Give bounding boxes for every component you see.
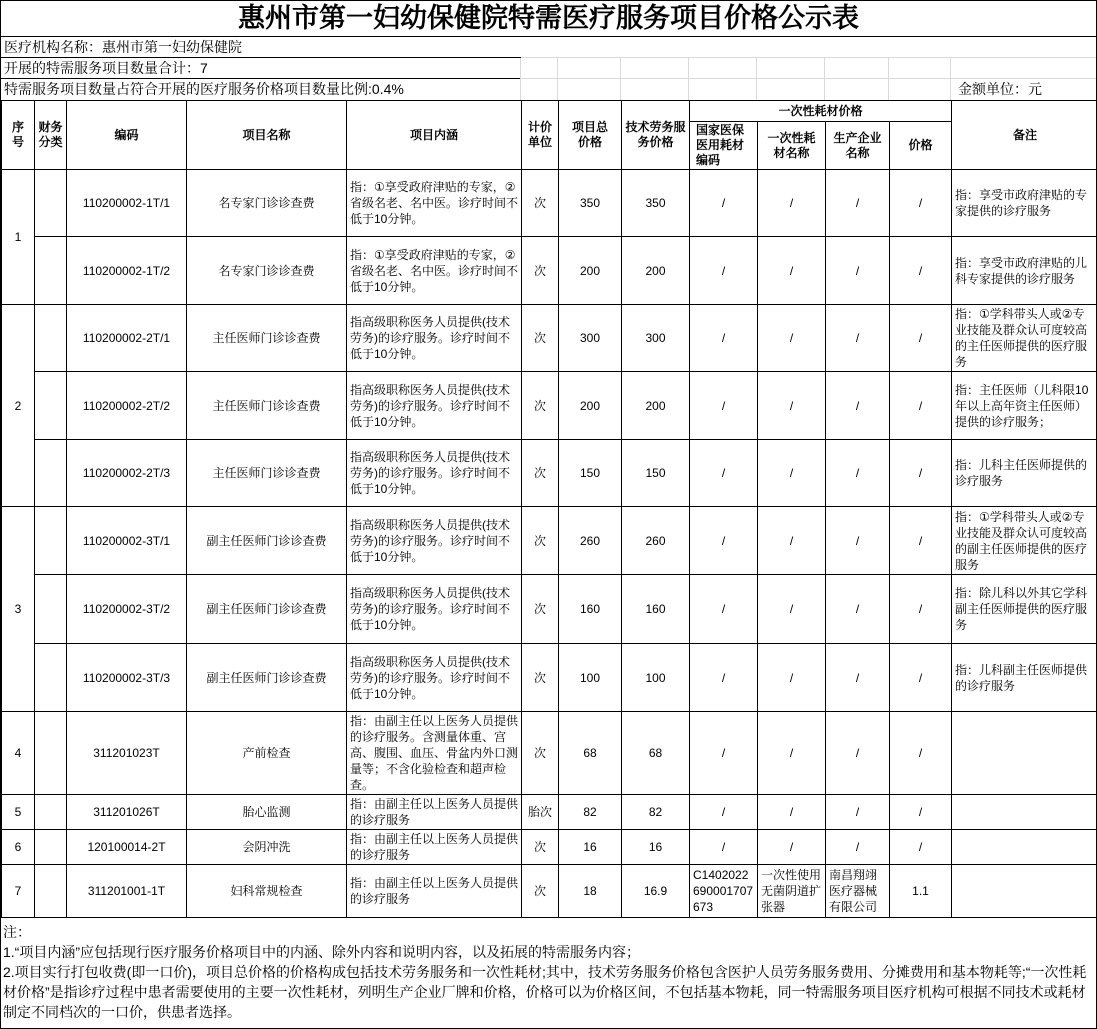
cell-item-name: 名专家门诊诊查费 bbox=[187, 237, 347, 305]
cell-seq: 7 bbox=[2, 865, 35, 918]
cell-consumable-name: / bbox=[758, 237, 826, 305]
cell-remark: 指：享受市政府津贴的儿科专家提供的诊疗服务 bbox=[952, 237, 1097, 305]
cell-unit: 次 bbox=[522, 712, 559, 795]
cell-item-name: 名专家门诊诊查费 bbox=[187, 170, 347, 237]
cell-seq: 4 bbox=[2, 712, 35, 795]
cell-total-price: 82 bbox=[559, 795, 622, 830]
cell-consumable-unit-price: / bbox=[890, 305, 952, 372]
cell-total-price: 100 bbox=[559, 644, 622, 712]
cell-item-content: 指：①享受政府津贴的专家，②省级名老、名中医。诊疗时间不低于10分钟。 bbox=[347, 170, 522, 237]
cell-consumable-name: / bbox=[758, 830, 826, 865]
col-header-remark: 备注 bbox=[952, 101, 1097, 170]
cell-remark: 指：享受市政府津贴的专家提供的诊疗服务 bbox=[952, 170, 1097, 237]
table-row bbox=[2, 305, 1097, 372]
cell-manufacturer: / bbox=[826, 830, 890, 865]
table-row bbox=[2, 170, 1097, 237]
cell-total-price: 68 bbox=[559, 712, 622, 795]
cell-remark: 指：儿科副主任医师提供的诊疗服务 bbox=[952, 644, 1097, 712]
org-name-line: 医疗机构名称：惠州市第一妇幼保健院 bbox=[1, 37, 1096, 58]
cell-consumable-name: / bbox=[758, 507, 826, 575]
cell-code: 110200002-1T/1 bbox=[67, 170, 187, 237]
cell-remark: 指：①学科带头人或②专业技能及群众认可度较高的主任医师提供的医疗服务 bbox=[952, 305, 1097, 372]
cell-consumable-name: / bbox=[758, 170, 826, 237]
cell-total-price: 300 bbox=[559, 305, 622, 372]
cell-consumable-name: / bbox=[758, 305, 826, 372]
table-row bbox=[2, 507, 1097, 575]
cell-tech-price: 160 bbox=[622, 575, 690, 644]
cell-consumable-unit-price: / bbox=[890, 644, 952, 712]
cell-consumable-unit-price: / bbox=[890, 170, 952, 237]
cell-total-price: 150 bbox=[559, 440, 622, 507]
cell-total-price: 16 bbox=[559, 830, 622, 865]
cell-fin-class bbox=[35, 575, 67, 644]
cell-total-price: 160 bbox=[559, 575, 622, 644]
cell-consumable-code: / bbox=[690, 237, 758, 305]
gridline bbox=[756, 58, 757, 100]
cell-item-name: 胎心监测 bbox=[187, 795, 347, 830]
cell-code: 110200002-3T/3 bbox=[67, 644, 187, 712]
col-header-tech-price: 技术劳务服务价格 bbox=[622, 101, 690, 170]
gridline bbox=[824, 58, 825, 100]
cell-seq: 2 bbox=[2, 305, 35, 507]
table-row bbox=[2, 440, 1097, 507]
cell-consumable-unit-price: / bbox=[890, 507, 952, 575]
cell-item-content: 指高级职称医务人员提供(技术劳务)的诊疗服务。诊疗时间不低于10分钟。 bbox=[347, 575, 522, 644]
col-header-manufacturer: 生产企业名称 bbox=[826, 122, 890, 170]
col-header-price: 价格 bbox=[890, 122, 952, 170]
cell-consumable-code: / bbox=[690, 795, 758, 830]
cell-code: 311201023T bbox=[67, 712, 187, 795]
cell-consumable-code: / bbox=[690, 372, 758, 440]
cell-fin-class bbox=[35, 440, 67, 507]
cell-item-content: 指高级职称医务人员提供(技术劳务)的诊疗服务。诊疗时间不低于10分钟。 bbox=[347, 644, 522, 712]
cell-unit: 次 bbox=[522, 507, 559, 575]
cell-manufacturer: / bbox=[826, 237, 890, 305]
cell-item-content: 指：①享受政府津贴的专家，②省级名老、名中医。诊疗时间不低于10分钟。 bbox=[347, 237, 522, 305]
cell-code: 110200002-2T/2 bbox=[67, 372, 187, 440]
cell-remark: 指：儿科主任医师提供的诊疗服务 bbox=[952, 440, 1097, 507]
cell-code: 110200002-3T/2 bbox=[67, 575, 187, 644]
cell-item-content: 指高级职称医务人员提供(技术劳务)的诊疗服务。诊疗时间不低于10分钟。 bbox=[347, 372, 522, 440]
cell-consumable-code: / bbox=[690, 575, 758, 644]
cell-fin-class bbox=[35, 865, 67, 918]
cell-total-price: 18 bbox=[559, 865, 622, 918]
cell-consumable-unit-price: 1.1 bbox=[890, 865, 952, 918]
cell-consumable-unit-price: / bbox=[890, 575, 952, 644]
col-header-fin-class: 财务分类 bbox=[35, 101, 67, 170]
cell-unit: 次 bbox=[522, 440, 559, 507]
cell-fin-class bbox=[35, 170, 67, 237]
cell-item-name: 副主任医师门诊诊查费 bbox=[187, 644, 347, 712]
gridline bbox=[688, 58, 689, 100]
cell-code: 110200002-1T/2 bbox=[67, 237, 187, 305]
footnote-1: 1.“项目内涵”应包括现行医疗服务价格项目中的内涵、除外内容和说明内容，以及拓展的特需服务内容； bbox=[3, 942, 1094, 962]
table-row bbox=[2, 865, 1097, 918]
cell-unit: 次 bbox=[522, 865, 559, 918]
gridline bbox=[620, 58, 621, 100]
cell-item-content: 指：由副主任以上医务人员提供的诊疗服务 bbox=[347, 830, 522, 865]
gridline bbox=[557, 58, 558, 100]
cell-seq: 1 bbox=[2, 170, 35, 305]
cell-unit: 次 bbox=[522, 305, 559, 372]
cell-fin-class bbox=[35, 644, 67, 712]
cell-consumable-code: / bbox=[690, 644, 758, 712]
cell-tech-price: 350 bbox=[622, 170, 690, 237]
table-row bbox=[2, 237, 1097, 305]
cell-consumable-name: / bbox=[758, 372, 826, 440]
cell-remark bbox=[952, 865, 1097, 918]
cell-seq: 6 bbox=[2, 830, 35, 865]
footnote-label: 注： bbox=[3, 922, 1094, 942]
cell-item-content: 指高级职称医务人员提供(技术劳务)的诊疗服务。诊疗时间不低于10分钟。 bbox=[347, 440, 522, 507]
cell-fin-class bbox=[35, 830, 67, 865]
cell-remark bbox=[952, 830, 1097, 865]
cell-consumable-name: / bbox=[758, 575, 826, 644]
divider bbox=[1, 57, 521, 58]
col-header-total-price: 项目总价格 bbox=[559, 101, 622, 170]
cell-consumable-name: / bbox=[758, 440, 826, 507]
cell-fin-class bbox=[35, 507, 67, 575]
cell-manufacturer: / bbox=[826, 305, 890, 372]
divider bbox=[521, 57, 1096, 58]
divider bbox=[521, 78, 1096, 79]
cell-fin-class bbox=[35, 237, 67, 305]
cell-item-name: 产前检查 bbox=[187, 712, 347, 795]
cell-item-name: 妇科常规检查 bbox=[187, 865, 347, 918]
cell-consumable-unit-price: / bbox=[890, 237, 952, 305]
cell-item-content: 指：由副主任以上医务人员提供的诊疗服务 bbox=[347, 795, 522, 830]
cell-tech-price: 200 bbox=[622, 237, 690, 305]
cell-tech-price: 100 bbox=[622, 644, 690, 712]
group-header-consumable-price: 一次性耗材价格 bbox=[690, 101, 952, 122]
cell-item-name: 会阴冲洗 bbox=[187, 830, 347, 865]
col-header-code: 编码 bbox=[67, 101, 187, 170]
cell-code: 311201026T bbox=[67, 795, 187, 830]
cell-total-price: 260 bbox=[559, 507, 622, 575]
cell-tech-price: 68 bbox=[622, 712, 690, 795]
cell-consumable-code: / bbox=[690, 440, 758, 507]
cell-consumable-name: 一次性使用无菌阴道扩张器 bbox=[758, 865, 826, 918]
divider bbox=[1, 78, 521, 79]
cell-fin-class bbox=[35, 305, 67, 372]
cell-code: 120100014-2T bbox=[67, 830, 187, 865]
cell-remark bbox=[952, 795, 1097, 830]
cell-remark: 指：主任医师（儿科限10年以上高年资主任医师）提供的诊疗服务； bbox=[952, 372, 1097, 440]
cell-consumable-code: / bbox=[690, 830, 758, 865]
col-header-unit: 计价单位 bbox=[522, 101, 559, 170]
col-header-consumable-code: 国家医保医用耗材编码 bbox=[690, 122, 758, 170]
cell-manufacturer: 南昌翔翊医疗器械有限公司 bbox=[826, 865, 890, 918]
project-count-line: 开展的特需服务项目数量合计：7 bbox=[1, 58, 1096, 79]
cell-consumable-unit-price: / bbox=[890, 372, 952, 440]
cell-total-price: 350 bbox=[559, 170, 622, 237]
table-row bbox=[2, 830, 1097, 865]
cell-manufacturer: / bbox=[826, 507, 890, 575]
cell-code: 110200002-2T/1 bbox=[67, 305, 187, 372]
cell-fin-class bbox=[35, 372, 67, 440]
price-table bbox=[1, 100, 1097, 918]
cell-manufacturer: / bbox=[826, 440, 890, 507]
cell-consumable-name: / bbox=[758, 795, 826, 830]
cell-fin-class bbox=[35, 795, 67, 830]
table-row bbox=[2, 644, 1097, 712]
cell-consumable-unit-price: / bbox=[890, 440, 952, 507]
cell-consumable-code: C1402022690001707673 bbox=[690, 865, 758, 918]
cell-consumable-unit-price: / bbox=[890, 712, 952, 795]
cell-manufacturer: / bbox=[826, 170, 890, 237]
info-area bbox=[1, 37, 1096, 100]
cell-unit: 次 bbox=[522, 575, 559, 644]
cell-tech-price: 150 bbox=[622, 440, 690, 507]
cell-tech-price: 16 bbox=[622, 830, 690, 865]
col-header-consumable-name: 一次性耗材名称 bbox=[758, 122, 826, 170]
col-header-item-content: 项目内涵 bbox=[347, 101, 522, 170]
cell-manufacturer: / bbox=[826, 372, 890, 440]
cell-tech-price: 16.9 bbox=[622, 865, 690, 918]
cell-manufacturer: / bbox=[826, 712, 890, 795]
cell-unit: 次 bbox=[522, 644, 559, 712]
gridline bbox=[950, 58, 951, 100]
cell-total-price: 200 bbox=[559, 237, 622, 305]
cell-consumable-code: / bbox=[690, 712, 758, 795]
page-title: 惠州市第一妇幼保健院特需医疗服务项目价格公示表 bbox=[1, 1, 1096, 37]
gridline bbox=[888, 58, 889, 100]
table-row bbox=[2, 575, 1097, 644]
cell-item-name: 主任医师门诊诊查费 bbox=[187, 305, 347, 372]
cell-item-name: 副主任医师门诊诊查费 bbox=[187, 575, 347, 644]
cell-code: 110200002-2T/3 bbox=[67, 440, 187, 507]
cell-item-name: 主任医师门诊诊查费 bbox=[187, 372, 347, 440]
cell-consumable-unit-price: / bbox=[890, 830, 952, 865]
cell-consumable-name: / bbox=[758, 712, 826, 795]
cell-manufacturer: / bbox=[826, 644, 890, 712]
cell-item-content: 指：由副主任以上医务人员提供的诊疗服务 bbox=[347, 865, 522, 918]
cell-item-content: 指高级职称医务人员提供(技术劳务)的诊疗服务。诊疗时间不低于10分钟。 bbox=[347, 507, 522, 575]
gridline bbox=[520, 58, 521, 100]
cell-consumable-name: / bbox=[758, 644, 826, 712]
header-row-group bbox=[2, 101, 1097, 122]
cell-item-name: 副主任医师门诊诊查费 bbox=[187, 507, 347, 575]
cell-unit: 次 bbox=[522, 830, 559, 865]
cell-consumable-unit-price: / bbox=[890, 795, 952, 830]
cell-consumable-code: / bbox=[690, 507, 758, 575]
cell-total-price: 200 bbox=[559, 372, 622, 440]
cell-consumable-code: / bbox=[690, 170, 758, 237]
table-row bbox=[2, 372, 1097, 440]
cell-seq: 5 bbox=[2, 795, 35, 830]
cell-remark bbox=[952, 712, 1097, 795]
table-row bbox=[2, 712, 1097, 795]
cell-code: 110200002-3T/1 bbox=[67, 507, 187, 575]
cell-remark: 指：①学科带头人或②专业技能及群众认可度较高的副主任医师提供的医疗服务 bbox=[952, 507, 1097, 575]
cell-seq: 3 bbox=[2, 507, 35, 712]
cell-tech-price: 82 bbox=[622, 795, 690, 830]
cell-tech-price: 200 bbox=[622, 372, 690, 440]
cell-consumable-code: / bbox=[690, 305, 758, 372]
cell-item-content: 指：由副主任以上医务人员提供的诊疗服务。含测量体重、宫高、腹围、血压、骨盆内外口测量等；不含化验检查和超声检查。 bbox=[347, 712, 522, 795]
cell-unit: 次 bbox=[522, 372, 559, 440]
footnotes bbox=[1, 918, 1096, 1028]
cell-remark: 指：除儿科以外其它学科副主任医师提供的医疗服务 bbox=[952, 575, 1097, 644]
cell-tech-price: 260 bbox=[622, 507, 690, 575]
cell-manufacturer: / bbox=[826, 795, 890, 830]
cell-item-content: 指高级职称医务人员提供(技术劳务)的诊疗服务。诊疗时间不低于10分钟。 bbox=[347, 305, 522, 372]
amount-unit-label: 金额单位：元 bbox=[958, 79, 1042, 100]
cell-tech-price: 300 bbox=[622, 305, 690, 372]
cell-fin-class bbox=[35, 712, 67, 795]
table-row bbox=[2, 795, 1097, 830]
col-header-item-name: 项目名称 bbox=[187, 101, 347, 170]
cell-manufacturer: / bbox=[826, 575, 890, 644]
cell-code: 311201001-1T bbox=[67, 865, 187, 918]
project-ratio-line: 特需服务项目数量占符合开展的医疗服务价格项目数量比例:0.4% bbox=[1, 79, 1096, 100]
footnote-2: 2.项目实行打包收费(即一口价)，项目总价格的价格构成包括技术劳务服务和一次性耗材;其中，技术劳务服务价格包含医护人员劳务服务费用、分摊费用和基本物耗等;“一次性耗材价格”是指诊疗过程中患者需要使用的主要一次性耗材，列明生产企业厂牌和价格，价格可以为价格区间，不包括基本物耗，同一特需服务项目医疗机构可根据不同技术或耗材制定不同档次的一口价，供患者选择。 bbox=[3, 962, 1094, 1022]
cell-unit: 次 bbox=[522, 237, 559, 305]
cell-item-name: 主任医师门诊诊查费 bbox=[187, 440, 347, 507]
col-header-seq: 序号 bbox=[2, 101, 35, 170]
cell-unit: 胎次 bbox=[522, 795, 559, 830]
cell-unit: 次 bbox=[522, 170, 559, 237]
